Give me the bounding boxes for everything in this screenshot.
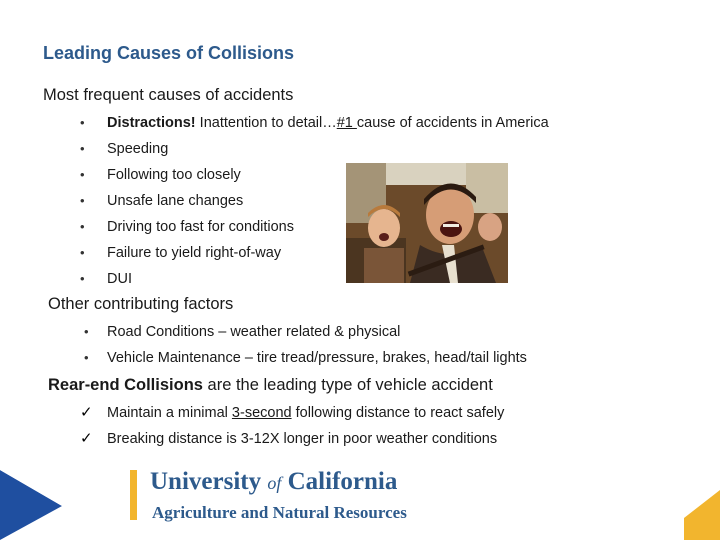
list-item-text: Speeding	[107, 141, 169, 157]
list-item-text: Following too closely	[107, 167, 241, 183]
list-item-text: Driving too fast for conditions	[107, 219, 294, 235]
check-icon: ✓	[80, 404, 93, 421]
section-heading-rear-end: Rear-end Collisions are the leading type of vehicle accident	[48, 376, 493, 394]
bullet-icon: •	[80, 193, 85, 208]
corner-decoration-right	[684, 490, 720, 540]
bullet-icon: •	[80, 115, 85, 130]
list-item-text: Maintain a minimal 3-second following distance to react safely	[107, 405, 505, 421]
bullet-icon: •	[80, 167, 85, 182]
bullet-icon: •	[84, 324, 89, 339]
check-icon: ✓	[80, 430, 93, 447]
logo-bar	[130, 470, 137, 520]
section-heading-factors: Other contributing factors	[48, 295, 234, 313]
list-item-text: Breaking distance is 3-12X longer in poor weather conditions	[107, 431, 498, 447]
bullet-icon: •	[84, 350, 89, 365]
list-item-text: DUI	[107, 271, 132, 287]
bullet-icon: •	[80, 271, 85, 286]
slide-title: Leading Causes of Collisions	[43, 43, 295, 63]
section-heading-causes: Most frequent causes of accidents	[43, 86, 294, 104]
bullet-icon: •	[80, 219, 85, 234]
corner-decoration-left	[0, 470, 62, 540]
car-photo-image	[346, 163, 508, 283]
logo-university-of-california: University of California	[150, 468, 398, 495]
bullet-icon: •	[80, 245, 85, 260]
logo-subtitle: Agriculture and Natural Resources	[152, 503, 407, 522]
car-photo	[346, 163, 508, 283]
list-item-text: Road Conditions – weather related & physical	[107, 324, 401, 340]
list-item-text: Failure to yield right-of-way	[107, 245, 282, 261]
list-item-text: Unsafe lane changes	[107, 193, 244, 209]
bullet-icon: •	[80, 141, 85, 156]
list-item-text: Distractions! Inattention to detail…#1 cause of accidents in America	[107, 115, 549, 131]
list-item-text: Vehicle Maintenance – tire tread/pressure, brakes, head/tail lights	[107, 350, 527, 366]
